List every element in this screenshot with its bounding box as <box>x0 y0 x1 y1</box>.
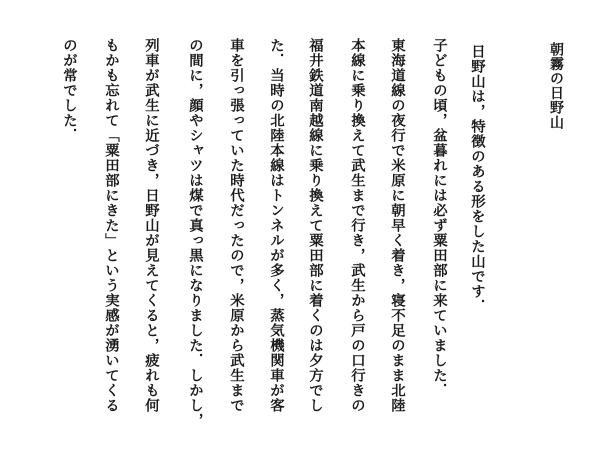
text-line: た．当時の北陸本線はトンネルが多く，蒸気機関車が客 <box>268 38 285 413</box>
text-line: 子どもの頃，盆暮れには必ず粟田部に来ていました． <box>431 38 448 398</box>
text-line: 車を引っ張っていた時代だったので，米原から武生まで <box>228 38 245 413</box>
text-line: 福井鉄道南越線に乗り換えて粟田部に着くのは夕方でし <box>307 38 324 413</box>
text-line: の間に，顔やシャツは煤で真っ黒になりました．しかし， <box>187 38 204 428</box>
text-line: のが常でした． <box>61 38 78 143</box>
text-line: 本線に乗り換えて武生まで行き，武生から戸の口行きの <box>349 38 366 413</box>
text-line: もかも忘れて「粟田部にきた」という実感が湧いてくる <box>103 38 120 413</box>
text-line: 列車が武生に近づき，日野山が見えてくると，疲れも何 <box>143 38 160 413</box>
text-line: 東海道線の夜行で米原に朝早く着き，寝不足のまま北陸 <box>389 38 406 413</box>
document-title: 朝霧の日野山 <box>548 42 564 130</box>
text-line: 日野山は，特徴のある形をした山です． <box>469 44 486 314</box>
